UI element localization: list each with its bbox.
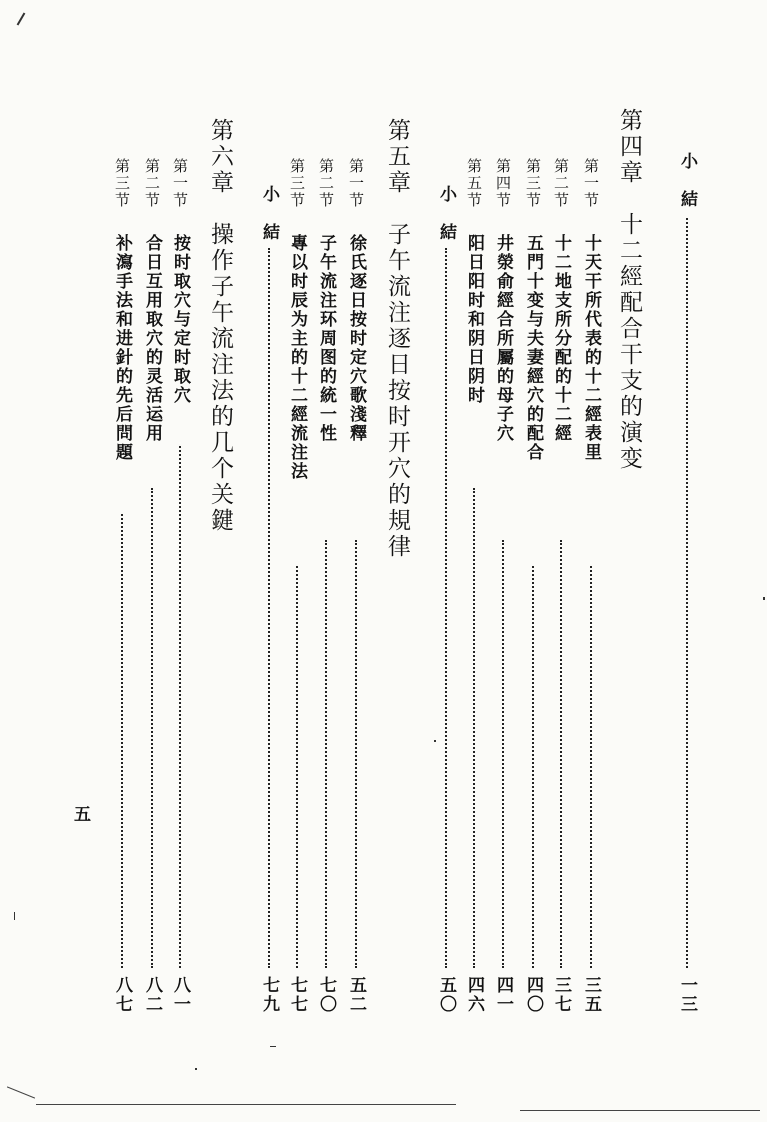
- chapter-title: 第六章 操作子午流注法的几个关鍵: [207, 118, 233, 534]
- section-number: 第三节: [288, 158, 306, 209]
- dot-leader: [151, 488, 153, 968]
- dot-leader: [179, 446, 181, 968]
- entry-title: 补瀉手法和进針的先后問題: [112, 234, 132, 462]
- dot-leader: [686, 218, 688, 968]
- section-number: 第一节: [171, 158, 189, 209]
- section-number: 第二节: [317, 158, 335, 209]
- scan-speck: [434, 740, 436, 742]
- entry-title: 十天干所代表的十二經表里: [581, 234, 601, 462]
- entry-title: 小 結: [436, 185, 456, 242]
- dot-leader: [502, 540, 504, 968]
- dot-leader: [121, 514, 123, 968]
- entry-title: 專以时辰为主的十二經流注法: [287, 234, 307, 481]
- entry-page: 四六: [464, 976, 484, 1014]
- dot-leader: [473, 488, 475, 968]
- page-folio: 五: [74, 805, 91, 825]
- dot-leader: [532, 566, 534, 968]
- entry-page: 八二: [142, 976, 162, 1014]
- entry-page: 五二: [346, 976, 366, 1014]
- entry-page: 四〇: [523, 976, 543, 1014]
- scan-speck: [270, 1046, 276, 1047]
- section-number: 第四节: [494, 158, 512, 209]
- dot-leader: [590, 566, 592, 968]
- dot-leader: [325, 540, 327, 968]
- chapter-title: 第五章 子午流注逐日按时开穴的規律: [384, 118, 410, 560]
- entry-title: 子午流注环周图的統一性: [316, 234, 336, 443]
- scan-edge: [520, 1110, 760, 1111]
- section-number: 第三节: [113, 158, 131, 209]
- dot-leader: [355, 540, 357, 968]
- scan-speck: [17, 12, 26, 25]
- section-number: 第二节: [552, 158, 570, 209]
- section-number: 第三节: [524, 158, 542, 209]
- dot-leader: [560, 540, 562, 968]
- entry-title: 合日互用取穴的灵活运用: [142, 234, 162, 443]
- section-number: 第二节: [143, 158, 161, 209]
- entry-title: 十二地支所分配的十二經: [551, 234, 571, 443]
- dot-leader: [445, 248, 447, 968]
- entry-page: 八一: [170, 976, 190, 1014]
- scan-edge: [7, 1086, 35, 1098]
- entry-title: 井滎俞經合所屬的母子穴: [493, 234, 513, 443]
- entry-title: 徐氏逐日按时定穴歌淺釋: [346, 234, 366, 443]
- entry-page: 四一: [493, 976, 513, 1014]
- scan-edge: [36, 1104, 456, 1105]
- entry-title: 小 結: [259, 185, 279, 242]
- scan-speck: [195, 1068, 197, 1070]
- dot-leader: [296, 566, 298, 968]
- dot-leader: [268, 248, 270, 968]
- scan-speck: [763, 597, 765, 600]
- entry-title: 阳日阳时和阴日阴时: [464, 234, 484, 405]
- entry-title: 五門十变与夫妻經穴的配合: [523, 234, 543, 462]
- section-number: 第一节: [582, 158, 600, 209]
- chapter-title: 第四章 十二經配合干支的演变: [616, 108, 642, 472]
- entry-page: 三五: [581, 976, 601, 1014]
- entry-page: 五〇: [436, 976, 456, 1014]
- scan-speck: [14, 912, 15, 920]
- entry-page: 三七: [551, 976, 571, 1014]
- entry-title: 小 結: [677, 152, 697, 209]
- entry-page: 一三: [677, 976, 697, 1014]
- entry-page: 七七: [287, 976, 307, 1014]
- entry-page: 七九: [259, 976, 279, 1014]
- entry-title: 按时取穴与定时取穴: [170, 234, 190, 405]
- section-number: 第五节: [465, 158, 483, 209]
- entry-page: 七〇: [316, 976, 336, 1014]
- section-number: 第一节: [347, 158, 365, 209]
- entry-page: 八七: [112, 976, 132, 1014]
